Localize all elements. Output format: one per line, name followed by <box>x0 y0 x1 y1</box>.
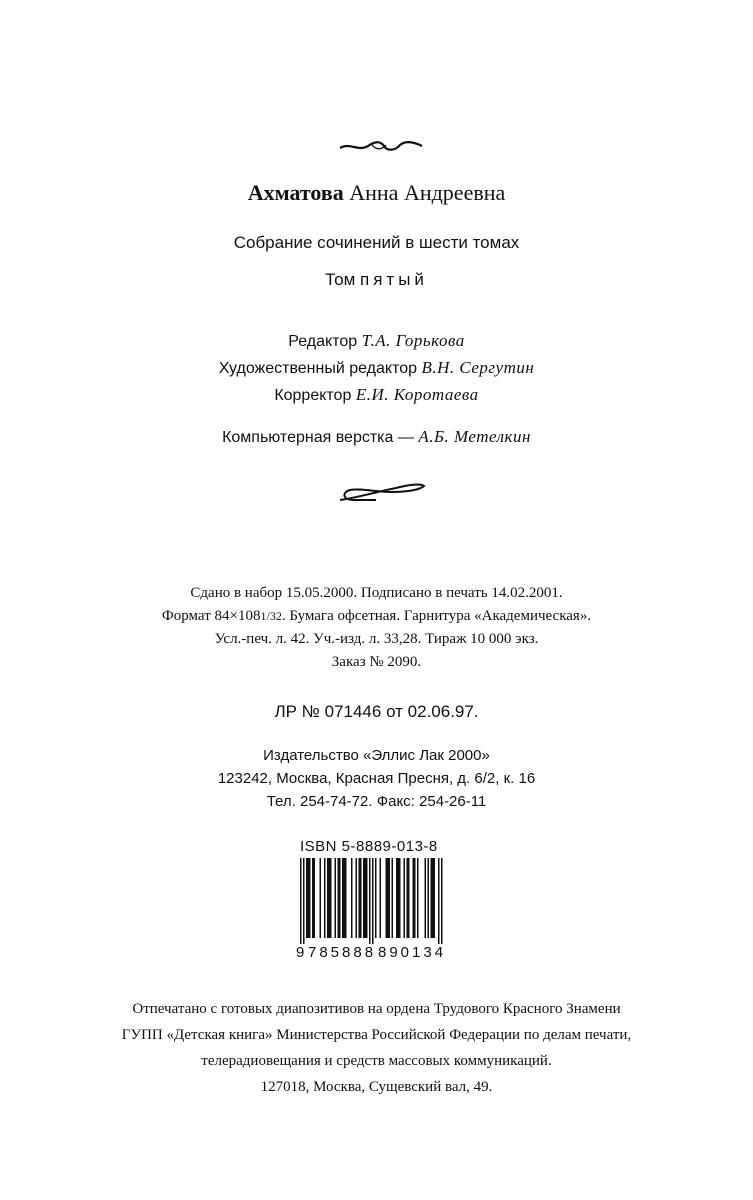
middle-ornament <box>336 478 428 508</box>
barcode-bar <box>345 858 347 938</box>
barcode-bar <box>324 858 326 938</box>
barcode-bar <box>386 858 388 938</box>
printer-line: ГУПП «Детская книга» Министерства Российской Федерации по делам печати, <box>121 1027 632 1043</box>
publisher-block <box>0 744 753 813</box>
barcode-bar <box>338 858 340 938</box>
barcode-bar <box>339 858 341 938</box>
author-given-names: Анна Андреевна <box>343 180 506 205</box>
barcode-bar <box>366 858 368 938</box>
barcode-bar <box>309 858 311 938</box>
volume-word: Том <box>325 270 360 289</box>
barcode-bar <box>369 858 371 944</box>
barcode-bar <box>380 858 382 938</box>
credit-name: Т.А. Горькова <box>361 331 465 350</box>
barcode-bar <box>392 858 394 938</box>
barcode-bar <box>417 858 419 938</box>
barcode-bar <box>413 858 415 938</box>
barcode-bar <box>396 858 398 938</box>
barcode-bar <box>365 858 367 938</box>
barcode-lead-digit: 9 <box>296 944 305 961</box>
imprint-line <box>0 605 753 628</box>
imprint-line: Заказ № 2090. <box>331 654 422 670</box>
printer-line: Отпечатано с готовых диапозитивов на ордена Трудового Красного Знамени <box>132 1001 621 1017</box>
credit-name: Е.И. Коротаева <box>355 385 479 404</box>
barcode-bar <box>303 858 305 944</box>
printer-line: 127018, Москва, Сущевский вал, 49. <box>260 1079 493 1095</box>
publisher-address: 123242, Москва, Красная Пресня, д. 6/2, к. 16 <box>217 770 536 787</box>
license-number: ЛР № 071446 от 02.06.97. <box>274 702 479 721</box>
barcode-bar <box>306 858 308 938</box>
barcode-bar <box>404 858 406 938</box>
imprint-line: Усл.-печ. л. 42. Уч.-изд. л. 33,28. Тираж 10 000 экз. <box>214 631 539 647</box>
credit-art-editor <box>0 355 753 382</box>
barcode-bar <box>329 858 331 938</box>
barcode-bar <box>434 858 436 938</box>
barcode-bar <box>399 858 401 938</box>
barcode-bar <box>356 858 358 938</box>
credit-editor <box>0 328 753 355</box>
barcode-bar <box>441 858 443 944</box>
publisher-phone: Тел. 254-74-72. Факс: 254-26-11 <box>266 793 487 810</box>
credit-role: Редактор <box>288 333 358 350</box>
imprint-format: Формат 84×108 <box>161 608 261 624</box>
barcode-bar <box>327 858 329 938</box>
volume-title <box>0 270 753 290</box>
barcode-bar <box>408 858 410 938</box>
barcode-bar <box>335 858 337 938</box>
barcode-group-left: 785888 <box>308 944 377 961</box>
imprint-line: Сдано в набор 15.05.2000. Подписано в печать 14.02.2001. <box>190 585 563 601</box>
top-ornament <box>336 136 426 158</box>
credit-dash: — <box>397 429 414 446</box>
credit-name: В.Н. Сергутин <box>421 358 535 377</box>
publisher-name: Издательство «Эллис Лак 2000» <box>263 747 490 764</box>
layout-credit <box>0 424 753 451</box>
barcode-bar <box>360 858 362 938</box>
barcode-bar <box>407 858 409 938</box>
printer-block <box>0 996 753 1100</box>
barcode-bar <box>342 858 344 938</box>
barcode-bar <box>372 858 374 944</box>
barcode-bar <box>414 858 416 938</box>
isbn-label: ISBN 5-8889-013-8 <box>300 838 438 855</box>
barcode-bar <box>320 858 322 938</box>
credit-role: Корректор <box>274 387 352 404</box>
printer-line: телерадиовещания и средств массовых коммуникаций. <box>201 1053 552 1069</box>
credit-proofreader <box>0 382 753 409</box>
barcode-digits <box>296 944 446 961</box>
credits-block <box>0 328 753 409</box>
barcode-bar <box>359 858 361 938</box>
credit-role: Компьютерная верстка <box>222 429 394 446</box>
series-title: Собрание сочинений в шести томах <box>233 233 520 252</box>
credit-role: Художественный редактор <box>218 360 418 377</box>
barcode-bar <box>300 858 302 944</box>
imprint-format-fraction: 1/32 <box>260 609 282 623</box>
barcode-bar <box>389 858 391 938</box>
barcode-group-right: 890134 <box>378 944 447 961</box>
barcode-bar <box>432 858 434 938</box>
author-surname: Ахматова <box>247 180 344 205</box>
barcode-bar <box>330 858 332 938</box>
imprint-paper: . Бумага офсетная. Гарнитура «Академическая». <box>281 608 592 624</box>
barcode-bar <box>398 858 400 938</box>
barcode-bar <box>375 858 377 938</box>
barcode-bar <box>312 858 314 938</box>
barcode-bar <box>438 858 440 944</box>
credit-name: А.Б. Метелкин <box>418 427 531 446</box>
barcode-bar <box>308 858 310 938</box>
barcode-bar <box>314 858 316 938</box>
barcode-bar <box>344 858 346 938</box>
barcode-bar <box>428 858 430 938</box>
barcode-bar <box>425 858 427 938</box>
imprint-block <box>0 582 753 674</box>
author-name <box>0 180 753 206</box>
barcode-bar <box>431 858 433 938</box>
barcode-bar <box>363 858 365 938</box>
barcode-bar <box>351 858 353 938</box>
barcode <box>296 858 448 944</box>
barcode-bar <box>387 858 389 938</box>
volume-number: пятый <box>360 270 428 289</box>
